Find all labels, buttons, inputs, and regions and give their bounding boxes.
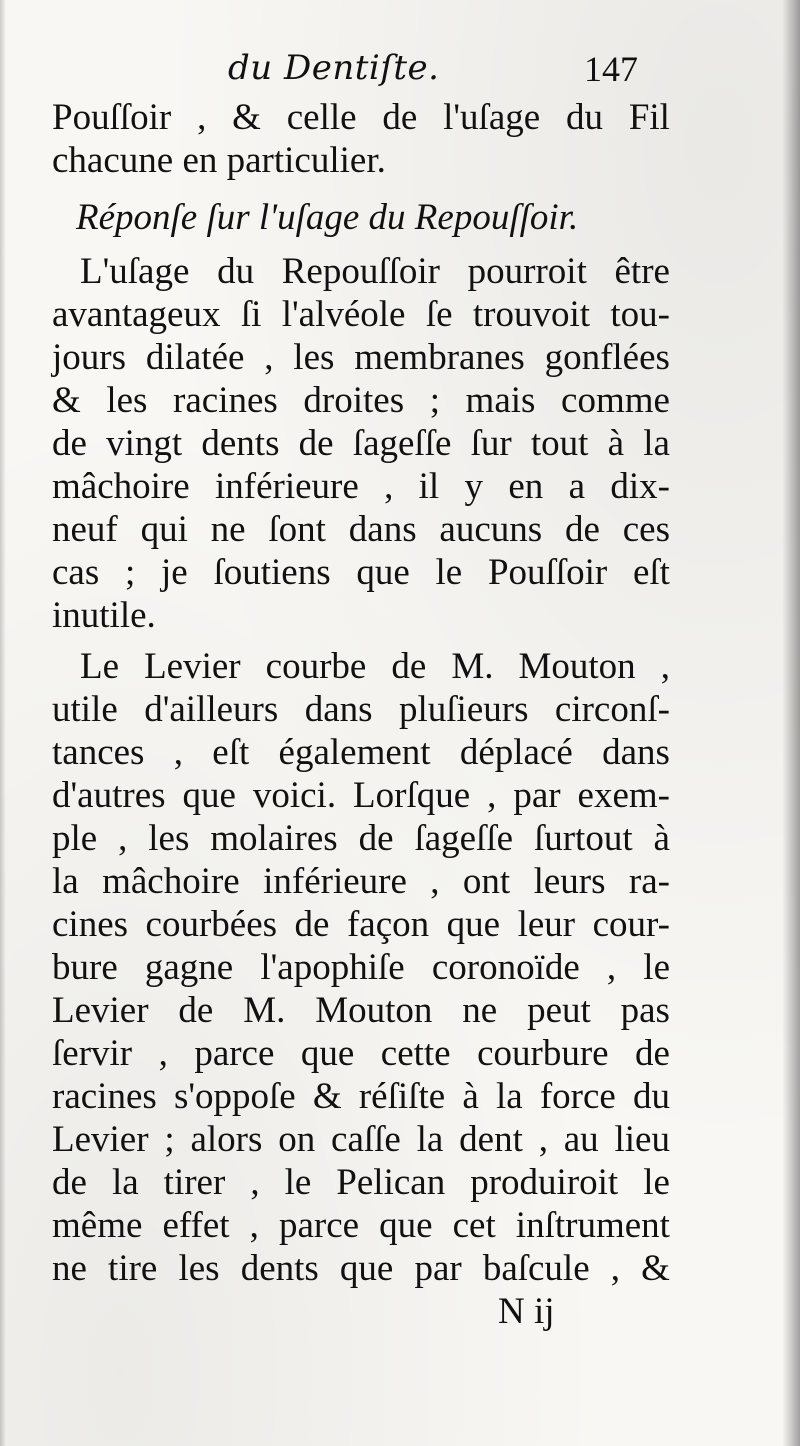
word: , <box>660 646 670 687</box>
word: tances <box>52 732 145 773</box>
word: vingt <box>106 423 183 464</box>
word: dans <box>304 689 373 730</box>
text-line <box>52 336 670 379</box>
word: ra- <box>628 861 670 902</box>
text-line <box>52 465 670 508</box>
word: cas <box>52 552 100 593</box>
word: a <box>568 466 586 507</box>
word: parce <box>194 1033 275 1074</box>
word: trouvoit <box>472 294 591 335</box>
word: les <box>148 818 190 859</box>
word: & <box>52 380 81 421</box>
word: de <box>178 990 214 1031</box>
word: de <box>564 509 600 550</box>
word: coronoïde <box>431 947 580 988</box>
word: dent <box>459 1119 523 1160</box>
word: Mouton <box>518 646 636 687</box>
word: parce <box>278 1205 360 1246</box>
word: que <box>182 775 236 816</box>
word: que <box>300 1033 355 1074</box>
word: par <box>414 1248 462 1289</box>
word: en <box>508 466 544 507</box>
word: réſiſte <box>358 1076 446 1117</box>
word: comme <box>561 380 670 421</box>
word: au <box>563 1119 599 1160</box>
word: à <box>653 818 670 859</box>
word: , <box>197 97 207 138</box>
word: les <box>293 337 335 378</box>
word: les <box>106 380 148 421</box>
text-line <box>52 293 670 336</box>
word: ſoutiens <box>213 552 331 593</box>
word: façon <box>346 904 430 945</box>
word: circonſ- <box>554 689 670 730</box>
word: la <box>111 1162 139 1203</box>
word: , <box>118 818 128 859</box>
word: les <box>178 1248 220 1289</box>
word: l'apophiſe <box>260 947 405 988</box>
word: cet <box>452 1205 496 1246</box>
word: dents <box>240 1248 319 1289</box>
text-line <box>52 250 670 293</box>
word: être <box>614 251 670 292</box>
word: & <box>232 97 261 138</box>
text-line <box>52 688 670 731</box>
word: inférieure <box>214 466 359 507</box>
word: , <box>610 1248 620 1289</box>
text-line <box>52 903 670 946</box>
word: Levier <box>52 990 149 1031</box>
word: peut <box>527 990 591 1031</box>
word: , <box>538 1119 548 1160</box>
word: ſurtout <box>533 818 633 859</box>
word: que <box>356 552 410 593</box>
word: L'uſage <box>80 251 190 292</box>
word: M. <box>451 646 494 687</box>
word: Repouſſoir <box>281 251 440 292</box>
word: que <box>379 1205 433 1246</box>
word: dents <box>201 423 280 464</box>
text-line <box>52 774 670 817</box>
text-line <box>52 96 670 139</box>
word: voici. <box>252 775 337 816</box>
word: le <box>643 1162 670 1203</box>
word: leur <box>517 904 576 945</box>
word: ſi <box>240 294 262 335</box>
word: Pelican <box>336 1162 446 1203</box>
word: Levier <box>144 646 241 687</box>
word: ont <box>462 861 511 902</box>
word: Lorſque <box>353 775 471 816</box>
text-line <box>52 1247 670 1290</box>
word: & <box>312 1076 342 1117</box>
word: mais <box>465 380 536 421</box>
word: pluſieurs <box>398 689 529 730</box>
word: , <box>384 466 394 507</box>
word: Levier <box>52 1119 149 1160</box>
word: le <box>284 1162 312 1203</box>
page-number: 147 <box>584 49 638 89</box>
word: produiroit <box>470 1162 619 1203</box>
word: jours <box>52 337 126 378</box>
word: déplacé <box>459 732 573 773</box>
word: ne <box>52 1248 87 1289</box>
word: mâchoire <box>52 466 190 507</box>
text-line <box>52 1204 670 1247</box>
word: gonflées <box>544 337 670 378</box>
word: gagne <box>144 947 234 988</box>
word: également <box>278 732 431 773</box>
body-text <box>52 96 670 1290</box>
text-line <box>52 379 670 422</box>
word: Pouſſoir <box>487 552 608 593</box>
word: l'alvéole <box>281 294 406 335</box>
text-line <box>52 817 670 860</box>
text-line <box>52 731 670 774</box>
word: ſageſſe <box>414 818 514 859</box>
word: de <box>635 1033 670 1074</box>
word: pas <box>620 990 670 1031</box>
word: , <box>250 1162 260 1203</box>
word: je <box>161 552 188 593</box>
word: bure <box>52 947 118 988</box>
text-line <box>52 1075 670 1118</box>
word: inférieure <box>263 861 407 902</box>
word: ple <box>52 818 98 859</box>
word: , <box>487 775 497 816</box>
word: & <box>641 1248 670 1289</box>
word: alors <box>190 1119 263 1160</box>
word: , <box>173 732 183 773</box>
word: tou- <box>610 294 670 335</box>
page-header <box>0 48 800 98</box>
word: racines <box>52 1076 157 1117</box>
word: ſur <box>470 423 512 464</box>
signature-mark: N ij <box>498 1291 555 1332</box>
word: ne <box>462 990 498 1031</box>
word: leurs <box>533 861 606 902</box>
word: tire <box>108 1248 158 1289</box>
word: Fil <box>628 97 670 138</box>
word: droites <box>303 380 405 421</box>
word: aucuns <box>439 509 543 550</box>
word: du <box>566 97 603 138</box>
word: le <box>643 947 670 988</box>
word: ; <box>164 1119 175 1160</box>
word: mâchoire <box>102 861 240 902</box>
word: on <box>278 1119 316 1160</box>
word: cines <box>52 904 129 945</box>
paragraph-1 <box>52 250 670 637</box>
word: Le <box>80 646 120 687</box>
text-line <box>52 1032 670 1075</box>
word: dilatée <box>145 337 245 378</box>
word: courbées <box>145 904 278 945</box>
text-line <box>52 989 670 1032</box>
word: , <box>430 861 440 902</box>
word: , <box>158 1033 168 1074</box>
word: molaires <box>210 818 338 859</box>
word: qui <box>140 509 188 550</box>
word: Pouſſoir <box>52 97 172 138</box>
word: du <box>217 251 255 292</box>
word: force <box>539 1076 616 1117</box>
word: cour- <box>592 904 670 945</box>
word: Mouton <box>315 990 433 1031</box>
text-line <box>52 1118 670 1161</box>
section-heading: Réponſe ſur l'uſage du Repouſſoir. <box>76 197 579 238</box>
word: de <box>358 818 394 859</box>
word: y <box>464 466 484 507</box>
word: exem- <box>577 775 670 816</box>
word: ces <box>622 509 670 550</box>
word: que <box>339 1248 394 1289</box>
word: le <box>435 552 463 593</box>
word: la <box>416 1119 444 1160</box>
word: ne <box>210 509 246 550</box>
word: racines <box>173 380 278 421</box>
text-line <box>52 422 670 465</box>
word: courbure <box>477 1033 609 1074</box>
text-line <box>52 860 670 903</box>
word: pourroit <box>467 251 587 292</box>
word: ſe <box>425 294 453 335</box>
word: même <box>52 1205 143 1246</box>
word: de <box>382 97 418 138</box>
word: de <box>391 646 427 687</box>
word: de <box>52 423 87 464</box>
word: neuf <box>52 509 118 550</box>
word: ; <box>429 380 440 421</box>
text-line <box>52 551 670 594</box>
word: s'oppoſe <box>173 1076 296 1117</box>
word: la <box>495 1076 523 1117</box>
word: la <box>52 861 79 902</box>
word: d'autres <box>52 775 166 816</box>
word: tirer <box>163 1162 226 1203</box>
word: la <box>643 423 670 464</box>
word: , <box>264 337 274 378</box>
word: M. <box>243 990 286 1031</box>
word: à <box>462 1076 479 1117</box>
word: du <box>632 1076 670 1117</box>
word: ſervir <box>52 1033 133 1074</box>
word: eſt <box>632 552 670 593</box>
word: eſt <box>212 732 250 773</box>
word: membranes <box>354 337 525 378</box>
word: de <box>294 904 330 945</box>
word: dans <box>348 509 417 550</box>
running-head: du Dentiſte. <box>228 48 440 88</box>
word: caſſe <box>331 1119 401 1160</box>
word: d'ailleurs <box>144 689 279 730</box>
word: effet <box>162 1205 230 1246</box>
text-line <box>52 946 670 989</box>
word: utile <box>52 689 118 730</box>
page-right-shadow <box>782 0 800 1446</box>
word: lieu <box>614 1119 670 1160</box>
word: de <box>298 423 334 464</box>
word: , <box>249 1205 259 1246</box>
text-line: chacune en particulier. <box>52 140 386 181</box>
text-line: inutile. <box>52 595 156 636</box>
word: ſageſſe <box>352 423 452 464</box>
text-line <box>52 645 670 688</box>
word: que <box>446 904 501 945</box>
text-line <box>52 1161 670 1204</box>
word: l'uſage <box>443 97 541 138</box>
word: par <box>513 775 561 816</box>
word: dans <box>602 732 670 773</box>
word: cette <box>380 1033 451 1074</box>
word: ; <box>124 552 136 593</box>
word: avantageux <box>52 294 221 335</box>
paragraph-2 <box>52 645 670 1290</box>
text-line <box>52 508 670 551</box>
page-left-shadow <box>0 0 6 1446</box>
word: inſtrument <box>515 1205 670 1246</box>
word: ſont <box>268 509 326 550</box>
word: il <box>418 466 440 507</box>
word: à <box>607 423 625 464</box>
word: celle <box>286 97 357 138</box>
word: de <box>52 1162 87 1203</box>
word: tout <box>530 423 589 464</box>
word: courbe <box>265 646 367 687</box>
word: baſcule <box>482 1248 590 1289</box>
word: , <box>606 947 617 988</box>
word: dix- <box>610 466 670 507</box>
